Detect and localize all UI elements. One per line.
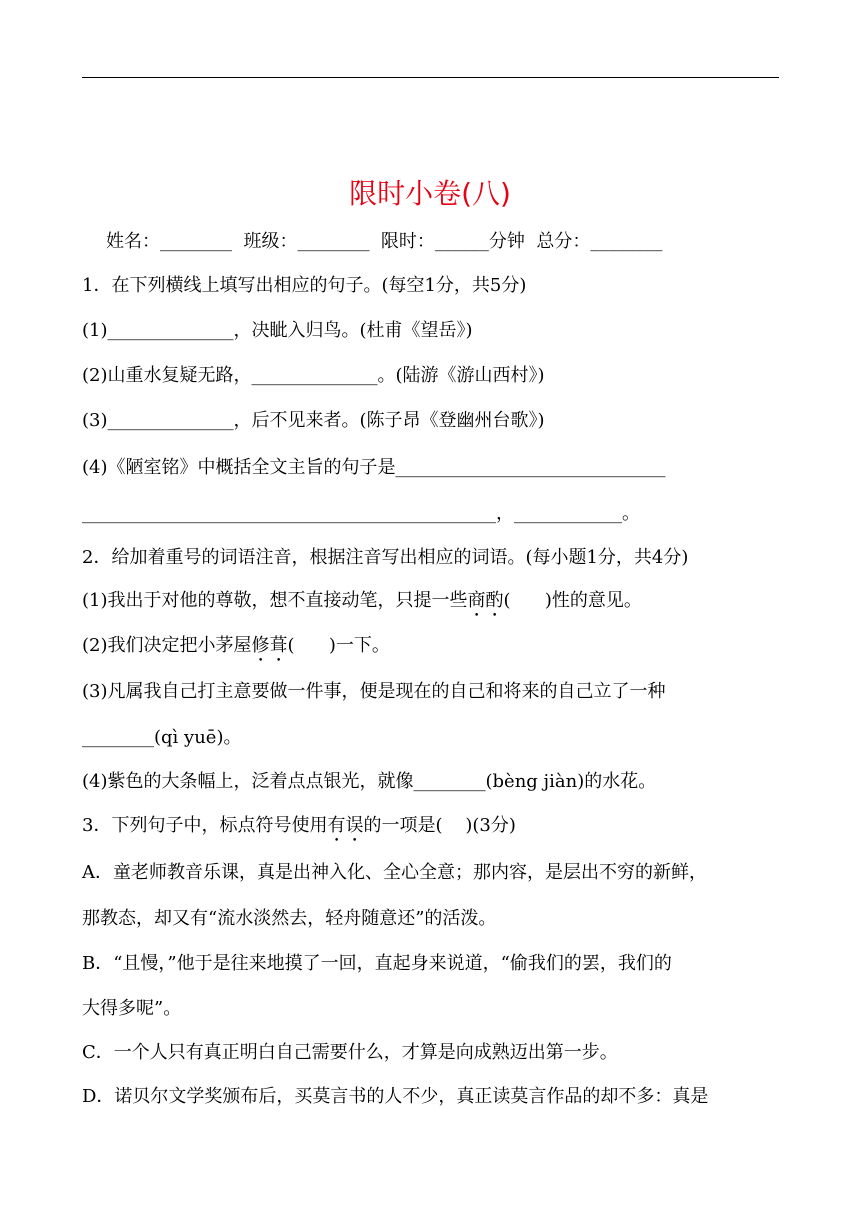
q3-header-emphasis-word: 有误 [327, 815, 364, 836]
q1-item-2: (2)山重水复疑无路，______________。(陆游《游山西村》) [82, 365, 545, 386]
q2-item-2-emphasis-word: 修葺 [251, 635, 288, 656]
q3-option-b: B．“且慢，”他于是往来地摸了一回，直起身来说道，“偷我们的罢，我们的 [82, 953, 672, 974]
q3-header [82, 812, 516, 846]
q1-item-3: (3)______________，后不见来者。(陈子昂《登幽州台歌》) [82, 410, 545, 431]
q2-item-1 [82, 587, 642, 621]
q2-item-4: (4)紫色的大条幅上，泛着点点银光，就像________(bèng jiàn)的水花。 [82, 771, 657, 792]
student-info-line: 姓名：________ 班级：________ 限时：______分钟 总分：________ [106, 231, 663, 252]
header-rule [82, 77, 779, 78]
q3-option-d: D．诺贝尔文学奖颁布后，买莫言书的人不少，真正读莫言作品的却不多：真是 [82, 1086, 709, 1107]
q2-item-1-after: ( )性的意见。 [503, 590, 642, 611]
q1-header: 1．在下列横线上填写出相应的句子。(每空1分，共5分) [82, 275, 527, 296]
q2-item-2-after: ( )一下。 [287, 635, 390, 656]
q2-item-1-before: (1)我出于对他的尊敬，想不直接动笔，只提一些 [82, 590, 468, 611]
q3-header-after: 的一项是( )(3分) [363, 815, 516, 836]
q3-option-b-continued: 大得多呢”。 [82, 998, 182, 1019]
exam-title: 限时小卷(八) [349, 177, 511, 210]
q2-item-2-before: (2)我们决定把小茅屋 [82, 635, 252, 656]
q2-header: 2．给加着重号的词语注音，根据注音写出相应的词语。(每小题1分，共4分) [82, 547, 689, 568]
q2-item-3-continued: ________(qì yuē)。 [82, 727, 242, 748]
q3-header-before: 3．下列句子中，标点符号使用 [82, 815, 328, 836]
q2-item-1-emphasis-word: 商酌 [467, 590, 504, 611]
q3-option-c: C．一个人只有真正明白自己需要什么，才算是向成熟迈出第一步。 [82, 1042, 618, 1063]
q2-item-3: (3)凡属我自己打主意要做一件事，便是现在的自己和将来的自己立了一种 [82, 681, 666, 702]
q2-item-2 [82, 632, 390, 666]
q3-option-a-continued: 那教态，却又有“流水淡然去，轻舟随意还”的活泼。 [82, 908, 497, 929]
q1-item-1: (1)______________，决眦入归鸟。(杜甫《望岳》) [82, 320, 473, 341]
q3-option-a: A．童老师教音乐课，真是出神入化、全心全意；那内容，是层出不穷的新鲜， [82, 862, 707, 883]
q1-item-4-continued: ______________________________________________，____________。 [82, 503, 640, 524]
q1-item-4: (4)《陋室铭》中概括全文主旨的句子是______________________________ [82, 457, 666, 478]
